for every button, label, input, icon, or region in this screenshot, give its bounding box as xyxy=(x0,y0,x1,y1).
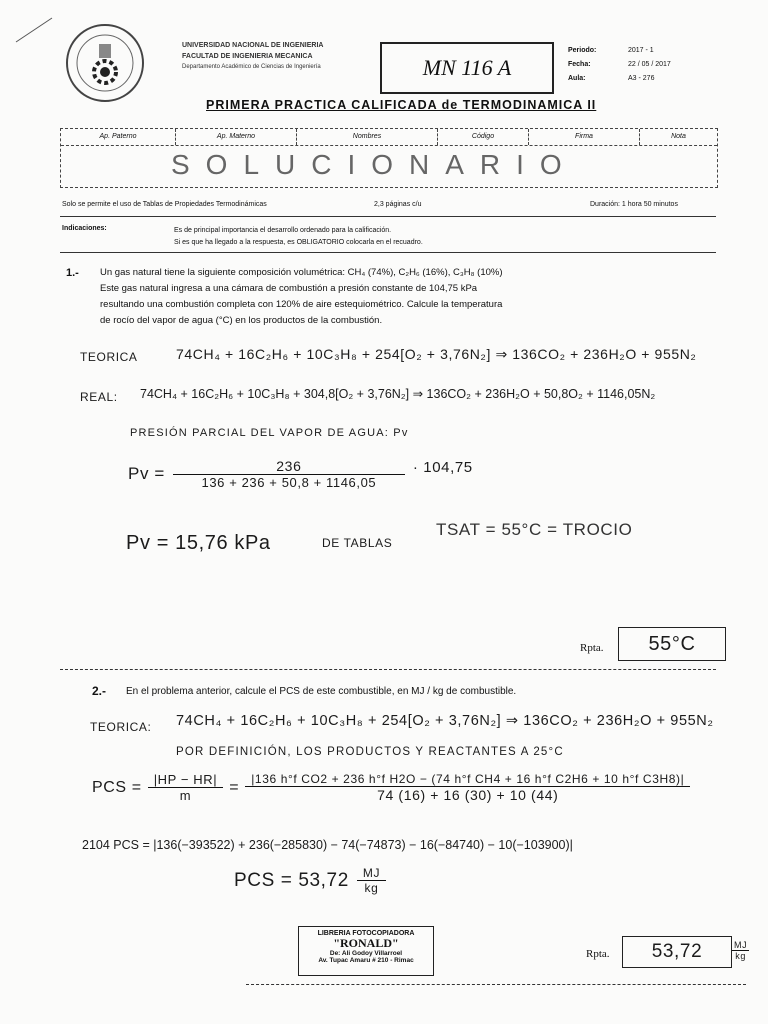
pcs-result: PCS = 53,72 xyxy=(234,869,349,891)
university-seal-logo xyxy=(64,22,146,104)
course-code-box xyxy=(380,42,554,94)
faculty-name: FACULTAD DE INGENIERIA MECANICA xyxy=(182,53,313,60)
pv-symbol: Pv = xyxy=(128,464,165,483)
problem-1-number: 1.- xyxy=(66,267,79,279)
room-label: Aula: xyxy=(568,75,586,82)
period-label: Periodo: xyxy=(568,47,597,54)
theoretical-equation-2: 74CH₄ + 16C₂H₆ + 10C₃H₈ + 254[O₂ + 3,76N₂] ⇒ 136CO₂ + 236H₂O + 955N₂ xyxy=(176,713,714,729)
bookstore-stamp xyxy=(298,926,434,976)
pv-result: Pv = 15,76 kPa xyxy=(126,532,271,554)
pv-equation xyxy=(128,458,473,490)
answer-2-box xyxy=(622,936,732,968)
partial-pressure-label: PRESIÓN PARCIAL DEL VAPOR DE AGUA: Pv xyxy=(130,427,409,439)
room-value: A3 - 276 xyxy=(628,75,655,82)
problem-2-number: 2.- xyxy=(92,684,107,698)
answer-1-label: Rpta. xyxy=(580,642,604,654)
theoretical-equation-1: 74CH₄ + 16C₂H₆ + 10C₃H₈ + 254[O₂ + 3,76N₂] ⇒ 136CO₂ + 236H₂O + 955N₂ xyxy=(176,346,697,362)
pv-denominator: 136 + 236 + 50,8 + 1146,05 xyxy=(201,475,377,490)
corner-scratch xyxy=(14,14,54,44)
handwritten-solucionario: SOLUCIONARIO xyxy=(171,149,578,180)
indications-label: Indicaciones: xyxy=(62,225,107,232)
answer-1-value: 55°C xyxy=(648,633,696,655)
department-name: Departamento Académico de Ciencias de Ingeniería xyxy=(182,64,321,70)
divider-top xyxy=(60,216,716,217)
problem-1-statement-2: Este gas natural ingresa a una cámara de combustión a presión constante de 104,75 kPa xyxy=(100,283,478,294)
problem-1-statement-3: resultando una combustión completa con 120% de aire estequiométrico. Calcule la temperatura xyxy=(100,299,503,310)
pv-fraction xyxy=(173,458,405,490)
pcs-expanded-num: |136 h°f CO2 + 236 h°f H2O − (74 h°f CH4 + 16 h°f C2H6 + 10 h°f C3H8)| xyxy=(245,772,690,787)
col-codigo: Código xyxy=(438,129,529,145)
pcs-fraction-basic xyxy=(148,772,224,803)
pcs-unit xyxy=(357,866,386,895)
pv-multiplier: · 104,75 xyxy=(412,458,473,476)
answer-1-box xyxy=(618,627,726,661)
problem-1-statement-1: Un gas natural tiene la siguiente composición volumétrica: CH₄ (74%), C₂H₆ (16%), C₃H₈ (10%) xyxy=(100,267,503,278)
pcs-definition: PCS = $\frac{|HP - HR|}{m}$ = |136 h°f CO2 + 236 h°f H2O − (74 h°f CH4 + 16 h°f C2H6 + 10 h°f C3H8)| 74 (16) + 16 (30) + 10 (44) xyxy=(92,772,690,803)
col-ap-materno: Ap. Materno xyxy=(176,129,297,145)
stamp-line-4: Av. Tupac Amaru # 210 - Rimac xyxy=(318,957,414,964)
stamp-line-2: "RONALD" xyxy=(333,936,399,950)
stamp-line-3: De: Ali Godoy Villarroel xyxy=(329,950,403,957)
answer-2-unit-num: MJ xyxy=(734,940,748,950)
theoretical-label-2: TEORICA: xyxy=(90,720,152,734)
university-name: UNIVERSIDAD NACIONAL DE INGENIERIA xyxy=(182,42,324,49)
answer-2-unit-den: kg xyxy=(735,951,746,961)
stamp-line-1: LIBRERIA FOTOCOPIADORA xyxy=(317,930,415,937)
divider-indications xyxy=(60,252,716,253)
theoretical-label-1: TEORICA xyxy=(80,350,138,364)
pcs-unit-den: kg xyxy=(364,881,379,895)
date-label: Fecha: xyxy=(568,61,591,68)
answer-2-unit xyxy=(732,940,749,961)
numeric-equation: 2104 PCS = |136(−393522) + 236(−285830) − 74(−74873) − 16(−84740) − 10(−103900)| xyxy=(82,838,573,852)
date-value: 22 / 05 / 2017 xyxy=(628,61,671,68)
exam-title: PRIMERA PRACTICA CALIFICADA de TERMODINAMICA II xyxy=(206,98,597,112)
pcs-fraction-expanded xyxy=(245,772,690,803)
tables-note: Solo se permite el uso de Tablas de Propiedades Termodinámicas xyxy=(62,201,267,208)
pcs-frac-den: m xyxy=(179,788,192,803)
indication-1: Es de principal importancia el desarrollo ordenado para la calificación. xyxy=(174,227,392,234)
indication-2: Si es que ha llegado a la respuesta, es OBLIGATORIO colocarla en el recuadro. xyxy=(174,239,423,246)
exam-duration: Duración: 1 hora 50 minutos xyxy=(590,201,678,208)
col-firma: Firma xyxy=(529,129,640,145)
tables-count: 2,3 páginas c/u xyxy=(374,201,422,208)
col-nombres: Nombres xyxy=(297,129,438,145)
col-ap-paterno: Ap. Paterno xyxy=(61,129,176,145)
period-value: 2017 - 1 xyxy=(628,47,654,54)
pv-numerator: 236 xyxy=(173,458,405,475)
col-nota: Nota xyxy=(671,133,686,140)
pcs-expanded-den: 74 (16) + 16 (30) + 10 (44) xyxy=(377,787,559,803)
pcs-result-line xyxy=(234,866,386,895)
pcs-frac-num: |HP − HR| xyxy=(148,772,224,788)
answer-2-label: Rpta. xyxy=(586,948,610,960)
problem-2-statement: En el problema anterior, calcule el PCS de este combustible, en MJ / kg de combustible. xyxy=(126,686,517,697)
pcs-unit-num: MJ xyxy=(357,866,386,881)
problem-1-statement-4: de rocío del vapor de agua (°C) en los productos de la combustión. xyxy=(100,315,383,326)
real-equation: 74CH₄ + 16C₂H₆ + 10C₃H₈ + 304,8[O₂ + 3,76N₂] ⇒ 136CO₂ + 236H₂O + 50,8O₂ + 1146,05N₂ xyxy=(140,387,656,401)
definition-text: POR DEFINICIÓN, LOS PRODUCTOS Y REACTANTES A 25°C xyxy=(176,746,564,758)
answer-2-value: 53,72 xyxy=(651,941,703,962)
student-info-table xyxy=(60,128,718,188)
section-divider-1 xyxy=(60,669,716,670)
course-code: MN 116 A xyxy=(422,55,512,80)
real-label: REAL: xyxy=(80,390,118,404)
section-divider-2 xyxy=(246,984,746,985)
pcs-symbol: PCS = xyxy=(92,778,142,796)
tsat-text: TSAT = 55°C = TROCIO xyxy=(436,520,633,539)
tables-text: DE TABLAS xyxy=(322,536,393,550)
